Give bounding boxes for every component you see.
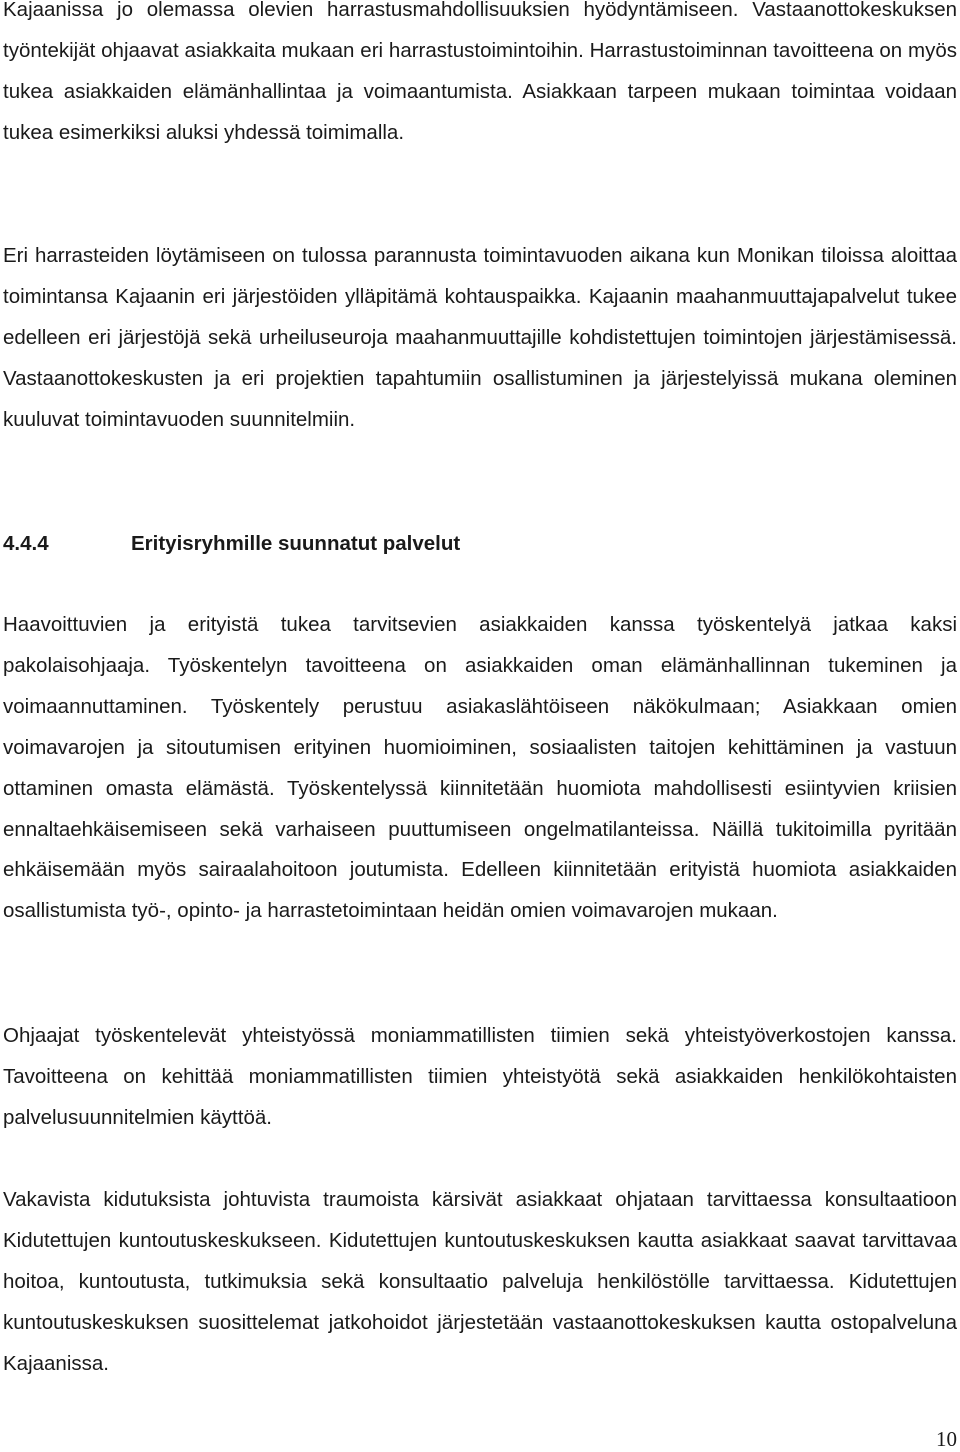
paragraph-hobby-improvements: Eri harrasteiden löytämiseen on tulossa parannusta toimintavuoden aikana kun Monikan tiloissa aloittaa toimintansa Kajaanin eri järjestöiden ylläpitämä kohtauspaikka. Kajaanin maahanmuuttajapalvelut tukee edelleen eri järjestöjä sekä urheiluseuroja maahanmuuttajille kohdistettujen toimintojen järjestämisessä. Vastaanottokeskusten ja eri projektien tapahtumiin osallistuminen ja järjestelyissä mukana oleminen kuuluvat toimintavuoden suunnitelmiin. <box>3 244 957 431</box>
paragraph-hobbies: Kajaanissa jo olemassa olevien harrastusmahdollisuuksien hyödyntämiseen. Vastaanottokeskuksen työntekijät ohjaavat asiakkaita mukaan eri harrastustoimintoihin. Harrastustoiminnan tavoitteena on myös tukea asiakkaiden elämänhallintaa ja voimaantumista. Asiakkaan tarpeen mukaan toimintaa voidaan tukea esimerkiksi aluksi yhdessä toimimalla. <box>3 0 957 144</box>
section-title: Erityisryhmille suunnatut palvelut <box>131 532 461 555</box>
paragraph-torture-rehabilitation: Vakavista kidutuksista johtuvista traumoista kärsivät asiakkaat ohjataan tarvittaessa konsultaatioon Kidutettujen kuntoutuskeskukseen. Kidutettujen kuntoutuskeskuksen kautta asiakkaat saavat tarvittavaa hoitoa, kuntoutusta, tutkimuksia sekä konsultaatio palveluja henkilöstölle tarvittaessa. Kidutettujen kuntoutuskeskuksen suosittelemat jatkohoidot järjestetään vastaanottokeskuksen kautta ostopalveluna Kajaanissa. <box>3 1188 957 1375</box>
page-number: 10 <box>936 1427 957 1451</box>
section-heading <box>3 524 460 564</box>
paragraph-multiprofessional-teams: Ohjaajat työskentelevät yhteistyössä moniammatillisten tiimien sekä yhteistyöverkostojen kanssa. Tavoitteena on kehittää moniammatillisten tiimien yhteistyötä sekä asiakkaiden henkilökohtaisten palvelusuunnitelmien käyttöä. <box>3 1024 957 1129</box>
section-number: 4.4.4 <box>3 532 49 555</box>
paragraph-vulnerable-clients: Haavoittuvien ja erityistä tukea tarvitsevien asiakkaiden kanssa työskentelyä jatkaa kaksi pakolaisohjaaja. Työskentelyn tavoitteena on asiakkaiden oman elämänhallinnan tukeminen ja voimaannuttaminen. Työskentely perustuu asiakaslähtöiseen näkökulmaan; Asiakkaan omien voimavarojen ja sitoutumisen erityinen huomioiminen, sosiaalisten taitojen kehittäminen ja vastuun ottaminen omasta elämästä. Työskentelyssä kiinnitetään huomiota mahdollisesti esiintyvien kriisien ennaltaehkäisemiseen sekä varhaiseen puuttumiseen ongelmatilanteissa. Näillä tukitoimilla pyritään ehkäisemään myös sairaalahoitoon joutumista. Edelleen kiinnitetään erityistä huomiota asiakkaiden osallistumista työ-, opinto- ja harrastetoimintaan heidän omien voimavarojen mukaan. <box>3 613 957 923</box>
